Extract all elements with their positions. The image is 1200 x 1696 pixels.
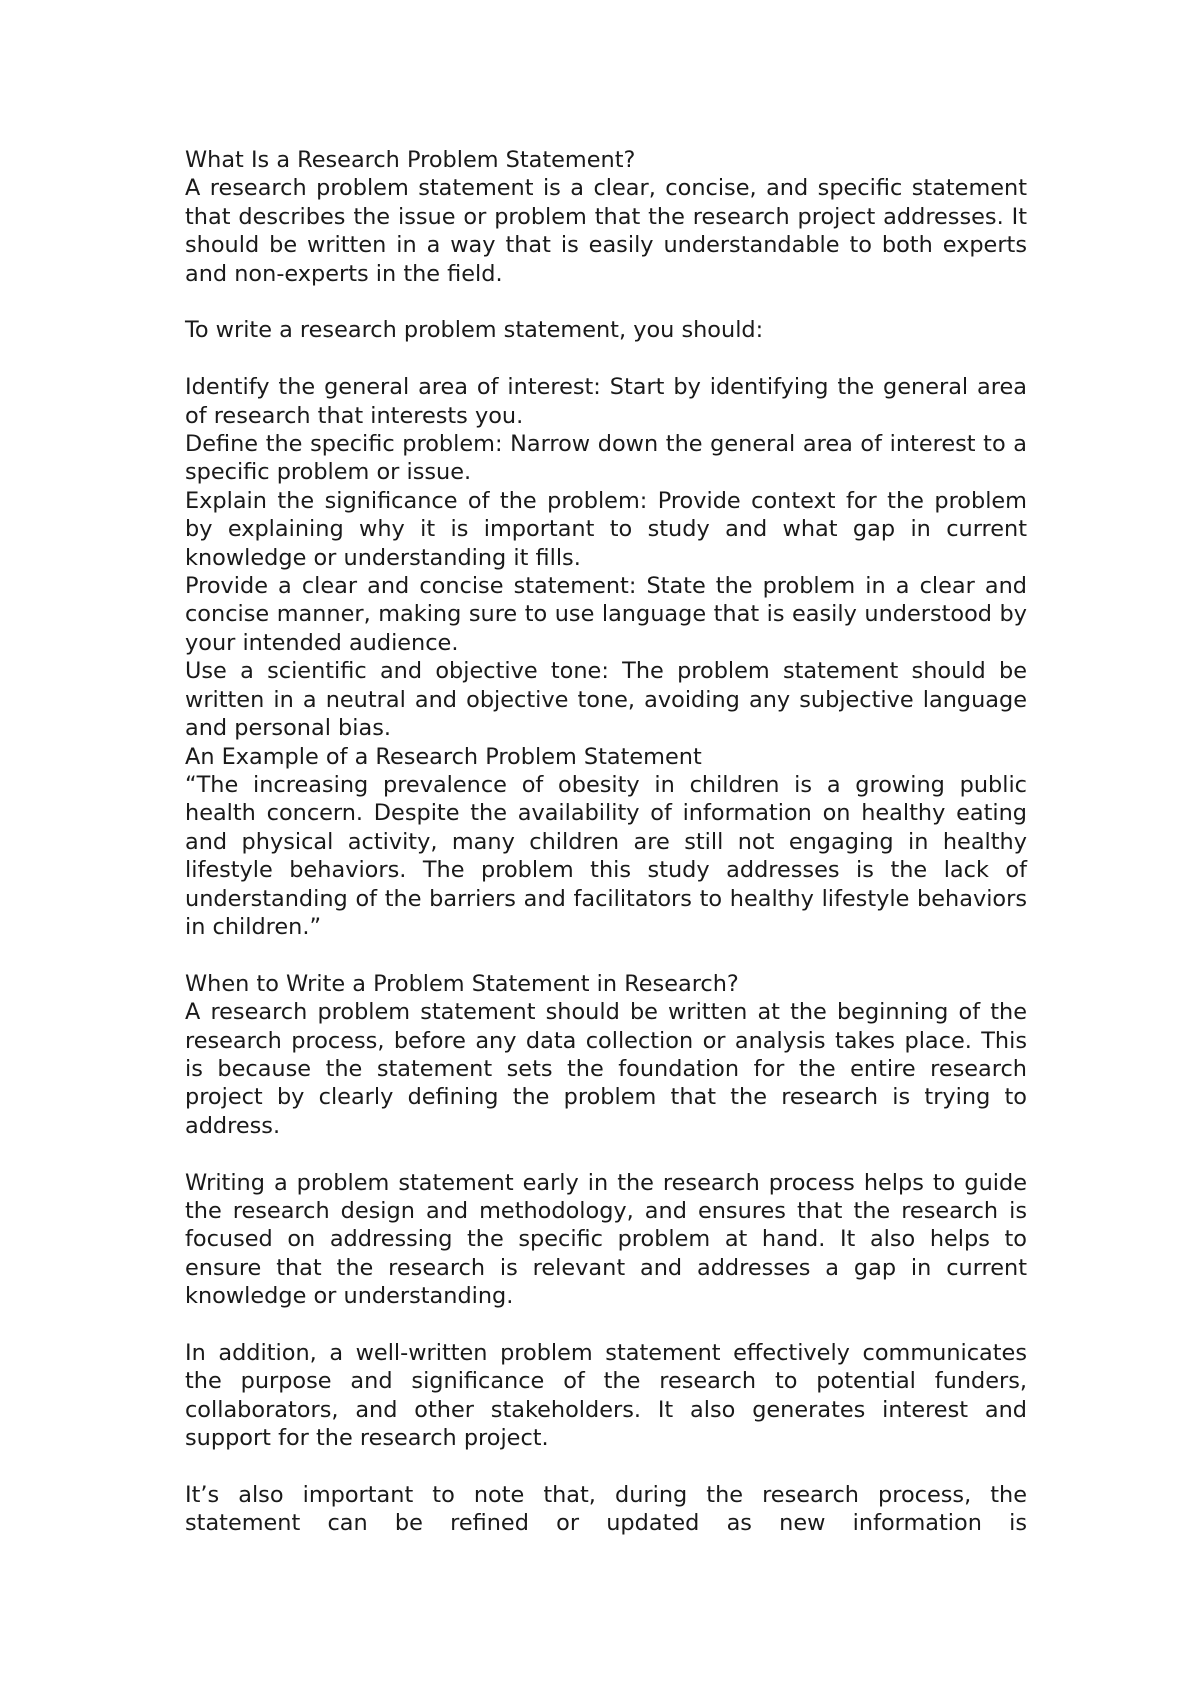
paragraph-spacer	[185, 1453, 1027, 1481]
section-heading: An Example of a Research Problem Statement	[185, 743, 702, 770]
list-step: Use a scientific and objective tone: The problem statement should be written in a neutral and objective tone, avoiding any subjective language and personal bias.	[185, 658, 1027, 742]
section-heading: What Is a Research Problem Statement?	[185, 147, 636, 173]
section-heading: When to Write a Problem Statement in Research?	[185, 970, 739, 997]
paragraph-spacer	[185, 1311, 1027, 1339]
body-paragraph: A research problem statement should be written at the beginning of the research process, before any data collection or analysis takes place. This is because the statement sets the foundation for the entire research project by clearly defining the problem that the research is trying to address.	[185, 999, 1027, 1139]
paragraph-spacer	[185, 345, 1027, 373]
document-body	[185, 146, 1027, 1538]
list-step: Explain the significance of the problem: Provide context for the problem by explaining why it is important to study and what gap in current knowledge or understanding it fills.	[185, 487, 1027, 571]
list-step: Define the specific problem: Narrow down the general area of interest to a specific problem or issue.	[185, 431, 1027, 486]
body-paragraph-continued: It’s also important to note that, during the research process, the statement can be refined or updated as new information is	[185, 1482, 1027, 1537]
body-paragraph: In addition, a well-written problem statement effectively communicates the purpose and significance of the research to potential funders, collaborators, and other stakeholders. It also generates interest and support for the research project.	[185, 1339, 1027, 1452]
body-paragraph: Writing a problem statement early in the research process helps to guide the research design and methodology, and ensures that the research is focused on addressing the specific problem at hand. It also helps to ensure that the research is relevant and addresses a gap in current knowledge or understanding.	[185, 1169, 1027, 1310]
list-step: Identify the general area of interest: Start by identifying the general area of research that interests you.	[185, 374, 1027, 429]
body-paragraph: To write a research problem statement, you should:	[185, 317, 764, 344]
paragraph-spacer	[185, 1140, 1027, 1168]
body-paragraph: A research problem statement is a clear, concise, and specific statement that describes the issue or problem that the research project addresses. It should be written in a way that is easily understandable to both experts and non-experts in the field.	[185, 175, 1027, 287]
list-step: Provide a clear and concise statement: State the problem in a clear and concise manner, making sure to use language that is easily understood by your intended audience.	[185, 573, 1027, 656]
paragraph-spacer	[185, 288, 1027, 316]
paragraph-spacer	[185, 941, 1027, 969]
example-quote: “The increasing prevalence of obesity in children is a growing public health concern. Despite the availability of information on healthy eating and physical activity, many children are still not engaging in healthy lifestyle behaviors. The problem this study addresses is the lack of understanding of the barriers and facilitators to healthy lifestyle behaviors in children.”	[185, 771, 1027, 940]
